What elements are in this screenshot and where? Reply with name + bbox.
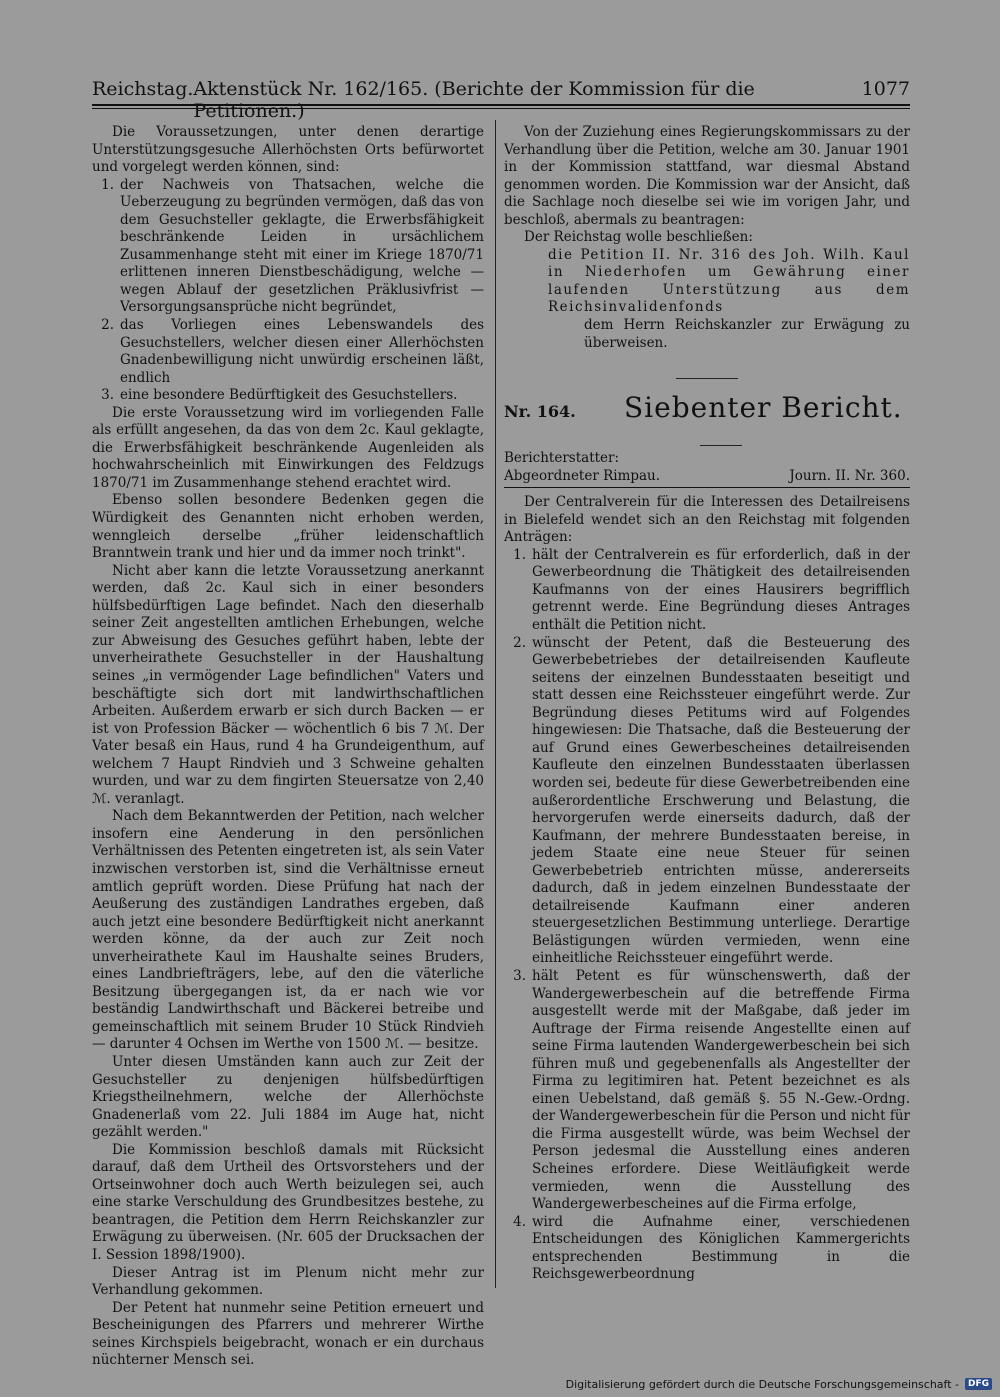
list-item [504, 547, 910, 635]
resolution-text-2: dem Herrn Reichskanzler zur Erwägung zu überweisen. [584, 317, 910, 351]
list-text: das Vorliegen eines Lebenswandels des Gesuchstellers, welcher diesen einer Allerhöchsten Gnadenbewilligung nicht unwürdig erscheinen läßt, endlich [120, 317, 484, 386]
reporter-label: Berichterstatter: [504, 450, 620, 467]
paragraph: Unter diesen Umständen kann auch zur Zeit der Gesuchsteller zu denjenigen hülfsbedürftigen Kriegstheilnehmern, welche der Allerhöchste Gnadenerlaß vom 22. Juli 1884 im Auge hat, nicht gezählt werden." [92, 1053, 484, 1141]
dfg-logo: DFG [965, 1378, 992, 1390]
section-heading [504, 391, 910, 439]
reporter-name: Abgeordneter Rimpau. [504, 467, 661, 484]
list-text: eine besondere Bedürftigkeit des Gesuchstellers. [120, 387, 458, 404]
list-number: 2. [513, 634, 526, 651]
reporter-line [504, 468, 910, 489]
paragraph: Dieser Antrag ist im Plenum nicht mehr zur Verhandlung gekommen. [92, 1264, 484, 1299]
list-number: 1. [513, 546, 526, 563]
list-number: 4. [513, 1213, 526, 1230]
list-text: wird die Aufnahme einer, verschiedenen Entscheidungen des Königlichen Kammergerichts entsprechenden Bestimmung in die Reichsgewerbeordnung [532, 1213, 910, 1283]
paragraph: Von der Zuziehung eines Regierungskommissars zu der Verhandlung über die Petition, welche am 30. Januar 1901 in der Kommission stattfand, war diesmal Abstand genommen worden. Die Kommission war der Ansicht, daß die Sachlage noch dieselbe sei wie im vorigen Jahr, und beschloß, abermals zu beantragen: [504, 124, 910, 228]
list-item [92, 387, 484, 405]
list-item [504, 1214, 910, 1284]
list-number: 1. [101, 176, 114, 193]
section-title: Siebenter Bericht. [624, 391, 903, 425]
paragraph: Die Voraussetzungen, unter denen derartige Unterstützungsgesuche Allerhöchsten Orts befürwortet und vorgelegt werden können, sind: [92, 124, 484, 176]
title-rule [700, 445, 742, 446]
column-divider [495, 120, 496, 1288]
footer-text: Digitalisierung gefördert durch die Deutsche Forschungsgemeinschaft - [565, 1377, 959, 1391]
header-left: Reichstag. [92, 78, 194, 100]
list-text: der Nachweis von Thatsachen, welche die Ueberzeugung zu begründen vermögen, daß das von dem Gesuchsteller geklagte, die Erwerbsfähigkeit beschränkende Leiden in ursächlichem Zusammenhange steht mit einer im Kriege 1870/71 erlittenen inneren Dienstbeschädigung, welche — wegen Ablauf der gesetzlichen Präklusivfrist — Versorgungsansprüche nicht begründet, [120, 176, 484, 316]
header-rule-thin [92, 108, 910, 109]
list-item [92, 177, 484, 317]
list-item [92, 317, 484, 387]
page-header [92, 78, 910, 122]
paragraph: Die erste Voraussetzung wird im vorliegenden Falle als erfüllt angesehen, da das von dem 2c. Kaul geklagte, die Erwerbsfähigkeit beschränkende Augenleiden als hochwahrscheinlich mit Einwirkungen des Feldzugs 1870/71 im Zusammenhange stehend erachtet wird. [92, 404, 484, 491]
paragraph: Nicht aber kann die letzte Voraussetzung anerkannt werden, daß 2c. Kaul sich in einer besonders hülfsbedürftigen Lage befindet. Nach den dieserhalb seiner Zeit angestellten amtlichen Erhebungen, welche zur Abweisung des Gesuches geführt haben, lebte der unverheirathete Gesuchsteller in der Haushaltung seines „in vermögender Lage befindlichen" Vaters und beschäftigte sich dort mit landwirthschaftlichen Arbeiten. Außerdem erwarb er sich durch Backen — er ist von Profession Bäcker — wöchentlich 6 bis 7 ℳ. Der Vater besaß ein Haus, rund 4 ha Grundeigenthum, auf welchem 7 Haupt Rindvieh und 3 Schweine gehalten wurden, und war zu dem fingirten Steuersatze von 2,40 ℳ. veranlagt. [92, 562, 484, 807]
paragraph: Der Centralverein für die Interessen des Detailreisens in Bielefeld wendet sich an den Reichstag mit folgenden Anträgen: [504, 494, 910, 546]
paragraph: Ebenso sollen besondere Bedenken gegen die Würdigkeit des Genannten nicht erhoben werden, wenngleich derselbe „früher leidenschaftlich Branntwein trank und hier und da immer noch trinkt". [92, 492, 484, 562]
list-item [504, 635, 910, 968]
resolution-text: die Petition II. Nr. 316 des Joh. Wilh. Kaul in Niederhofen um Gewährung einer laufenden Unterstützung aus dem Reichsinvalidenfonds [548, 246, 910, 316]
list-item [504, 968, 910, 1214]
list-text: hält Petent es für wünschenswerth, daß der Wandergewerbeschein auf die betreffende Firma ausgestellt werde mit der Maßgabe, daß jeder im Auftrage der Firma reisende Angestellte einen auf seine Firma lautenden Wandergewerbeschein bei sich führen muß und gegebenenfalls als Angestellter der Firma zu legitimiren hat. Petent bezeichnet es als einen Uebelstand, daß gemäß §. 55 N.-Gew.-Ordng. der Wandergewerbeschein für die Person und nicht für die Firma ausgestellt würde, was beim Wechsel der Person jedesmal die Ausstellung eines anderen Scheines erfordere. Diese Weitläufigkeit werde vermieden, wenn die Ausstellung des Wandergewerbescheines auf die Firma erfolge, [532, 967, 910, 1213]
list-number: 3. [101, 387, 114, 404]
page-number: 1077 [861, 78, 910, 100]
right-column [504, 124, 910, 1284]
paragraph: Nach dem Bekanntwerden der Petition, nach welcher insofern eine Aenderung in den persönlichen Verhältnissen des Petenten eingetreten ist, als sein Vater inzwischen verstorben ist, sind die Verhältnisse erneut amtlich geprüft worden. Diese Prüfung hat nach der Aeußerung des zuständigen Landrathes ergeben, daß auch jetzt eine besondere Bedürftigkeit nicht anerkannt werden könne, da der auch zur Zeit noch unverheirathete Kaul im Haushalte seines Bruders, eines Landbriefträgers, lebe, auf den die väterliche Besitzung übergegangen ist, da er nach wie vor beständig Landwirthschaft und Bäckerei betreibe und gemeinschaftlich mit seinem Bruder 10 Stück Rindvieh — darunter 4 Ochsen im Werthe von 1500 ℳ. — besitze. [92, 808, 484, 1053]
paragraph: Der Petent hat nunmehr seine Petition erneuert und Bescheinigungen des Pfarrers und mehrerer Wirthe seines Kirchspiels beigebracht, wonach er ein durchaus nüchterner Mensch sei. [92, 1299, 484, 1369]
journal-number: Journ. II. Nr. 360. [789, 467, 910, 484]
header-center: Aktenstück Nr. 162/165. (Berichte der Kommission für die Petitionen.) [193, 78, 755, 122]
header-rule [92, 104, 910, 106]
list-text: wünscht der Petent, daß die Besteuerung des Gewerbebetriebes der detailreisenden Kaufleute seitens der einzelnen Bundesstaaten beseitigt und statt dessen eine Reichssteuer eingeführt werde. Zur Begründung dieses Petitums wird auf Folgendes hingewiesen: Die Thatsache, daß die Besteuerung der auf Grund eines Gewerbescheines detailreisenden Kaufleute den einzelnen Bundesstaaten überlassen worden sei, bedeute für diese Gewerbetreibenden eine außerordentliche Erschwerung und Belastung, die hervorgerufen werde einerseits dadurch, daß der Kaufmann, der mehrere Bundesstaaten bereise, in jedem Staate eine neue Steuer für seinen Gewerbebetrieb entrichten müsse, andererseits dadurch, daß in jedem einzelnen Bundesstaate der detailreisende Kaufmann einer anderen steuergesetzlichen Bestimmung unterliege. Derartige Belästigungen würden vermieden, wenn eine einheitliche Reichssteuer eingeführt werde. [532, 634, 910, 967]
left-column [92, 124, 484, 1370]
list-number: 3. [513, 967, 526, 984]
list-text: hält der Centralverein es für erforderlich, daß in der Gewerbeordnung die Thätigkeit des detailreisenden Kaufmanns von der eines Hausirers begrifflich getrennt werde. Eine Begründung dieses Antrages enthält die Petition nicht. [532, 546, 910, 634]
section-number: Nr. 164. [504, 402, 576, 422]
resolution-heading: Der Reichstag wolle beschließen: [524, 229, 753, 246]
list-number: 2. [101, 317, 114, 334]
section-divider [676, 378, 738, 379]
footer-credit [566, 1375, 992, 1393]
paragraph: Die Kommission beschloß damals mit Rücksicht darauf, daß dem Urtheil des Ortsvorstehers und der Ortseinwohner doch auch Werth beizulegen sei, auch eine starke Verschuldung des Grundbesitzes bestehe, zu beantragen, die Petition dem Herrn Reichskanzler zur Erwägung zu überweisen. (Nr. 605 der Drucksachen der I. Session 1898/1900). [92, 1141, 484, 1263]
